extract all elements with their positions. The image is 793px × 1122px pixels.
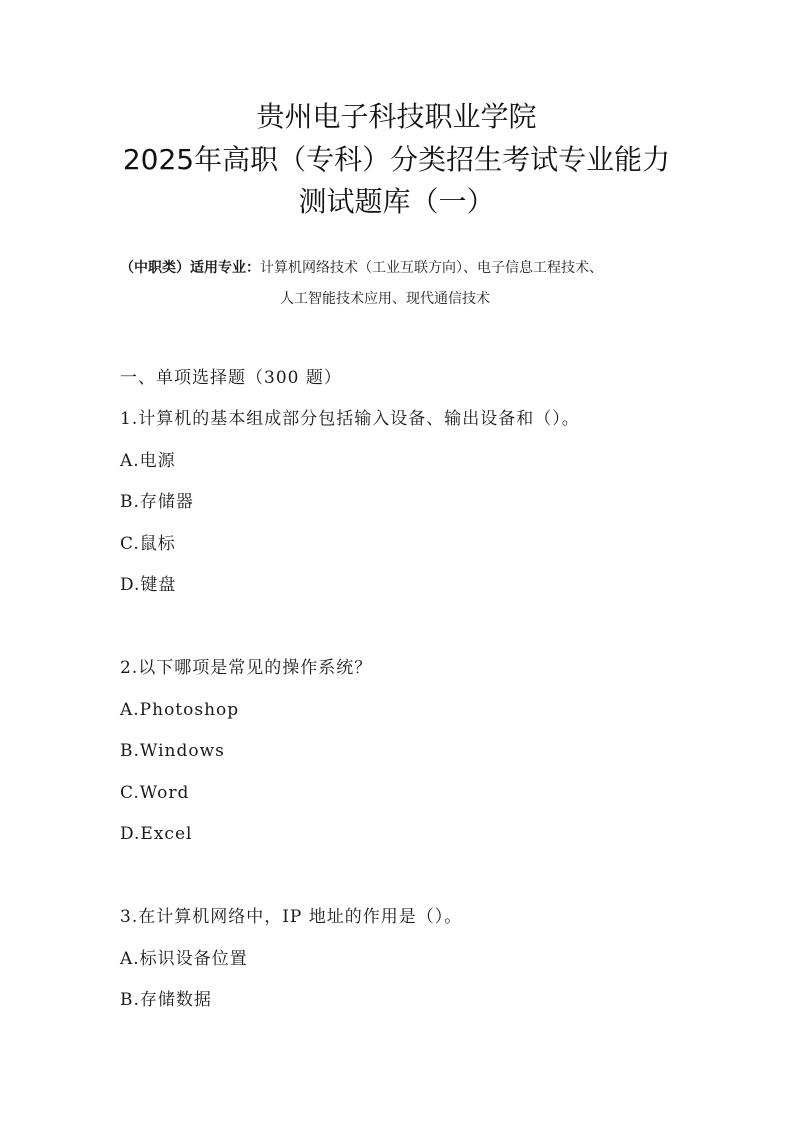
applicable-majors-line-2: 人工智能技术应用、现代通信技术 [280, 291, 490, 307]
question-1-option-d: D.键盘 [120, 575, 177, 595]
question-3-stem: 3.在计算机网络中，IP 地址的作用是（）。 [120, 907, 463, 927]
question-3-option-a: A.标识设备位置 [120, 949, 248, 969]
title-line-3: 测试题库（一） [298, 185, 495, 218]
applicable-majors-label: （中职类）适用专业： [120, 260, 260, 276]
question-2-stem: 2.以下哪项是常见的操作系统？ [120, 658, 373, 678]
question-2-option-b: B.Windows [120, 741, 225, 761]
applicable-majors [120, 258, 680, 278]
question-1-option-b: B.存储器 [120, 492, 194, 512]
question-1-option-a: A.电源 [120, 451, 176, 471]
question-2-option-c: C.Word [120, 783, 190, 803]
section-heading: 一、单项选择题（300 题） [120, 368, 342, 388]
question-1-option-c: C.鼠标 [120, 534, 176, 554]
title-line-2: 2025年高职（专科）分类招生考试专业能力 [122, 143, 671, 176]
question-2-option-d: D.Excel [120, 824, 193, 844]
question-1-stem: 1.计算机的基本组成部分包括输入设备、输出设备和（）。 [120, 409, 580, 429]
applicable-majors-line-1: 计算机网络技术（工业互联方向）、电子信息工程技术、 [260, 260, 603, 276]
question-2-option-a: A.Photoshop [120, 700, 240, 720]
title-line-1: 贵州电子科技职业学院 [256, 100, 537, 133]
question-3-option-b: B.存储数据 [120, 990, 212, 1010]
